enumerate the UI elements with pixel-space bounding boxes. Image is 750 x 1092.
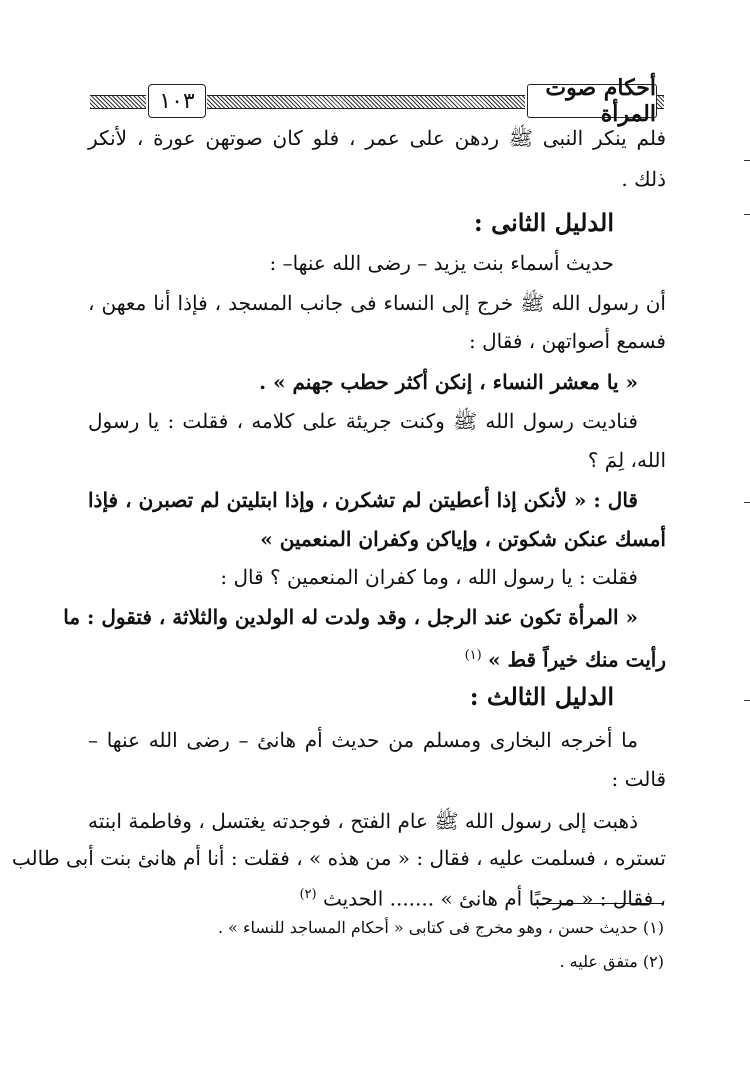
text-line-content: ، فقال : « مرحبًا أم هانئ » ....... الحديث — [322, 886, 666, 911]
margin-mark — [744, 214, 750, 215]
hadith-quote: قال : « لأنكن إذا أعطيتن لم تشكرن ، وإذا ابتليتن لم تصبرن ، فإذا — [88, 488, 638, 512]
running-title: أحكام صوت المرأة — [527, 84, 657, 118]
text-line: ذهبت إلى رسول الله ﷺ عام الفتح ، فوجدته يغتسل ، وفاطمة ابنته — [88, 808, 638, 833]
text-line: قالت : — [611, 766, 666, 791]
header-ornament-right — [657, 95, 664, 109]
footnote-ref: (٢) — [299, 886, 317, 902]
text-line: ذلك . — [621, 167, 666, 191]
text-line: فسمع أصواتهن ، فقال : — [469, 329, 666, 353]
header-ornament-middle — [207, 95, 525, 109]
text-line: ما أخرجه البخارى ومسلم من حديث أم هانئ – رضى الله عنها – — [88, 727, 638, 752]
page-number: ١٠٣ — [148, 84, 206, 118]
text-line: تستره ، فسلمت عليه ، فقال : « من هذه » ، فقلت : أنا أم هانئ بنت أبى طالب — [11, 845, 666, 870]
hadith-quote: « المرأة تكون عند الرجل ، وقد ولدت له الولدين والثلاثة ، فتقول : ما — [63, 605, 638, 629]
text-line — [88, 644, 666, 672]
hadith-quote: « يا معشر النساء ، إنكن أكثر حطب جهنم » . — [259, 370, 638, 394]
section-heading: الدليل الثانى : — [473, 208, 614, 237]
footnote: (٢) متفق عليه . — [559, 952, 664, 971]
footnote: (١) حديث حسن ، وهو مخرج فى كتابى « أحكام المساجد للنساء » . — [217, 918, 664, 937]
text-line: فقلت : يا رسول الله ، وما كفران المنعمين ؟ قال : — [220, 565, 638, 589]
text-line: حديث أسماء بنت يزيد – رضى الله عنها– : — [269, 251, 614, 275]
text-line: فلم ينكر النبى ﷺ ردهن على عمر ، فلو كان صوتهن عورة ، لأنكر — [88, 126, 666, 150]
footnotes — [88, 918, 664, 986]
running-header — [90, 75, 664, 127]
footnote-ref: (١) — [464, 648, 482, 663]
hadith-quote: رأيت منك خيراً قط » — [488, 647, 666, 672]
margin-mark — [744, 700, 750, 701]
text-line: فناديت رسول الله ﷺ وكنت جريئة على كلامه ، فقلت : يا رسول — [88, 409, 638, 433]
text-line: أن رسول الله ﷺ خرج إلى النساء فى جانب المسجد ، فإذا أنا معهن ، — [88, 291, 666, 315]
margin-mark — [744, 160, 750, 161]
header-ornament-left — [90, 95, 146, 109]
main-text — [11, 126, 666, 911]
hadith-quote: أمسك عنكن شكوتن ، وإياكن وكفران المنعمين » — [260, 527, 666, 551]
text-line — [88, 883, 666, 911]
section-heading: الدليل الثالث : — [469, 681, 614, 711]
footnote-divider — [534, 903, 664, 904]
margin-mark — [744, 502, 750, 503]
text-line: الله، لِمَ ؟ — [587, 448, 666, 472]
